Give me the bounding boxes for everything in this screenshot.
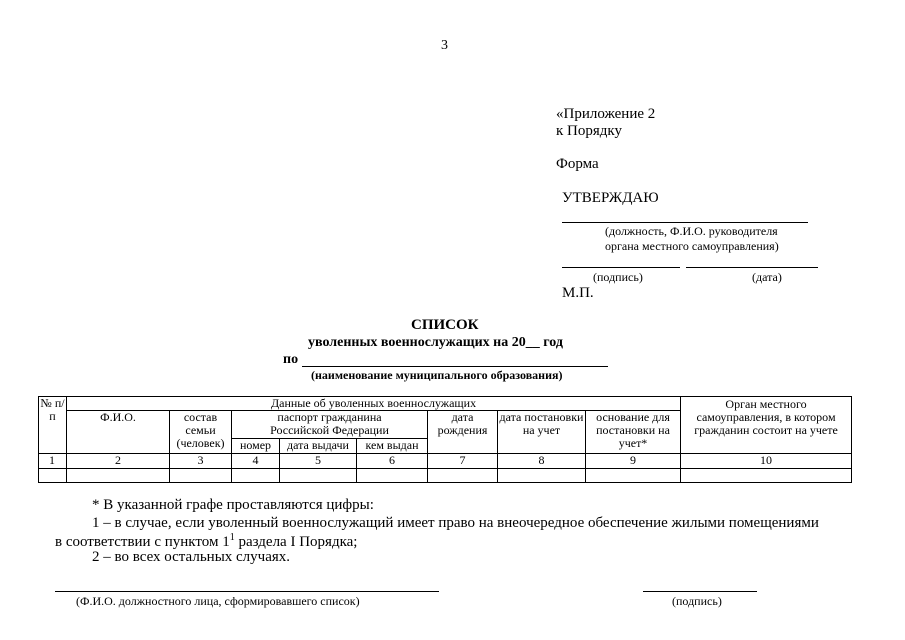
official-caption: (Ф.И.О. должностного лица, сформировавшего список) <box>76 594 360 608</box>
header-pass-number: номер <box>232 439 280 454</box>
header-pass-date: дата выдачи <box>280 439 357 454</box>
number-cell: 2 <box>67 454 170 469</box>
date-caption: (дата) <box>752 270 782 284</box>
header-pass-issuer: кем выдан <box>357 439 428 454</box>
empty-cell <box>681 469 852 483</box>
municipality-caption: (наименование муниципального образования) <box>311 368 563 382</box>
appendix-line-2: к Порядку <box>556 123 622 139</box>
form-label: Форма <box>556 156 599 172</box>
signature-caption: (подпись) <box>593 270 643 284</box>
position-caption-line-1: (должность, Ф.И.О. руководителя <box>605 224 778 238</box>
numbering-row <box>39 454 852 469</box>
empty-cell <box>39 469 67 483</box>
title-by-prefix: по <box>283 352 299 367</box>
municipality-line <box>302 366 608 367</box>
empty-cell <box>498 469 586 483</box>
header-passport: паспорт гражданина Российской Федерации <box>232 411 428 439</box>
stamp-label: М.П. <box>562 285 594 301</box>
note-line-3: в соответствии с пунктом $1^1$ раздела I Порядка; <box>55 532 358 550</box>
note-line-2: 1 – в случае, если уволенный военнослужащий имеет право на внеочередное обеспечение жилыми помещениями <box>92 515 819 531</box>
header-fio: Ф.И.О. <box>67 411 170 454</box>
header-authority: Орган местного самоуправления, в котором гражданин состоит на учете <box>681 397 852 454</box>
empty-cell <box>586 469 681 483</box>
header-reason: основание для постановки на учет* <box>586 411 681 454</box>
title-list: СПИСОК <box>411 317 479 333</box>
header-birth: дата рождения <box>428 411 498 454</box>
empty-cell <box>428 469 498 483</box>
footer-signature-caption: (подпись) <box>672 594 722 608</box>
date-line <box>686 267 818 268</box>
empty-cell <box>170 469 232 483</box>
note-line-1: * В указанной графе проставляются цифры: <box>92 497 374 513</box>
approve-label: УТВЕРЖДАЮ <box>562 190 659 206</box>
empty-cell <box>67 469 170 483</box>
empty-cell <box>232 469 280 483</box>
number-cell: 7 <box>428 454 498 469</box>
official-line <box>55 591 439 592</box>
header-group-data: Данные об уволенных военнослужащих <box>67 397 681 411</box>
servicemen-table <box>38 396 852 483</box>
header-family: состав семьи (человек) <box>170 411 232 454</box>
header-number: № п/п <box>39 397 67 454</box>
signature-line <box>562 267 680 268</box>
number-cell: 5 <box>280 454 357 469</box>
number-cell: 1 <box>39 454 67 469</box>
empty-cell <box>357 469 428 483</box>
number-cell: 3 <box>170 454 232 469</box>
title-subtitle: уволенных военнослужащих на 20__ год <box>308 335 563 350</box>
table-row <box>39 469 852 483</box>
position-line <box>562 222 808 223</box>
empty-cell <box>280 469 357 483</box>
number-cell: 9 <box>586 454 681 469</box>
note-line-4: 2 – во всех остальных случаях. <box>92 549 291 565</box>
number-cell: 4 <box>232 454 280 469</box>
page-number: 3 <box>441 38 448 53</box>
number-cell: 10 <box>681 454 852 469</box>
footer-signature-line <box>643 591 757 592</box>
position-caption-line-2: органа местного самоуправления) <box>605 239 779 253</box>
number-cell: 8 <box>498 454 586 469</box>
appendix-line-1: «Приложение 2 <box>556 106 656 122</box>
header-reg-date: дата постановки на учет <box>498 411 586 454</box>
number-cell: 6 <box>357 454 428 469</box>
